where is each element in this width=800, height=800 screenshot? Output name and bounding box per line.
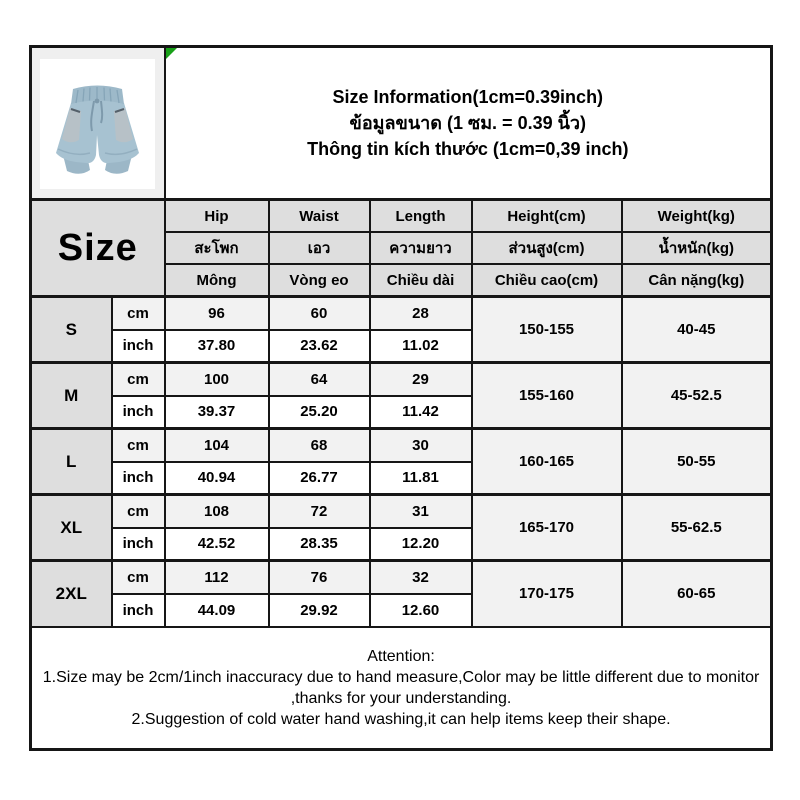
unit-inch-label: inch: [112, 594, 165, 627]
2xl-length-inch: 12.60: [370, 594, 472, 627]
m-length-cm: 29: [370, 363, 472, 396]
m-height-range: 155-160: [472, 363, 622, 429]
s-length-cm: 28: [370, 297, 472, 330]
row-m-cm: [31, 363, 772, 396]
unit-cm-label: cm: [112, 495, 165, 528]
l-weight-range: 50-55: [622, 429, 772, 495]
s-hip-cm: 96: [165, 297, 269, 330]
image-title-row: [31, 47, 772, 200]
s-waist-cm: 60: [269, 297, 370, 330]
xl-length-inch: 12.20: [370, 528, 472, 561]
attention-heading: Attention:: [367, 647, 435, 665]
s-hip-inch: 37.80: [165, 330, 269, 363]
size-label-m: M: [31, 363, 112, 429]
unit-inch-label: inch: [112, 528, 165, 561]
title-cell: [165, 47, 772, 200]
xl-hip-inch: 42.52: [165, 528, 269, 561]
row-s-cm: [31, 297, 772, 330]
m-hip-cm: 100: [165, 363, 269, 396]
m-length-inch: 11.42: [370, 396, 472, 429]
2xl-waist-cm: 76: [269, 561, 370, 594]
m-hip-inch: 39.37: [165, 396, 269, 429]
header-height-vi: Chiều cao(cm): [472, 264, 622, 297]
product-photo: [40, 59, 155, 189]
xl-weight-range: 55-62.5: [622, 495, 772, 561]
xl-height-range: 165-170: [472, 495, 622, 561]
row-xl-cm: [31, 495, 772, 528]
unit-cm-label: cm: [112, 363, 165, 396]
header-waist-vi: Vòng eo: [269, 264, 370, 297]
xl-length-cm: 31: [370, 495, 472, 528]
product-photo-cell: [31, 47, 165, 200]
size-chart-table: [29, 45, 773, 751]
xl-waist-inch: 28.35: [269, 528, 370, 561]
title-english: Size Information(1cm=0.39inch): [332, 87, 604, 107]
attention-line-2: 2.Suggestion of cold water hand washing,it can help items keep their shape.: [131, 710, 671, 728]
header-row-english: [31, 200, 772, 233]
unit-inch-label: inch: [112, 462, 165, 495]
row-l-cm: [31, 429, 772, 462]
l-height-range: 160-165: [472, 429, 622, 495]
s-weight-range: 40-45: [622, 297, 772, 363]
attention-cell: [31, 627, 772, 750]
title-thai: ข้อมูลขนาด (1 ซม. = 0.39 นิ้ว): [349, 113, 587, 133]
2xl-height-range: 170-175: [472, 561, 622, 627]
2xl-length-cm: 32: [370, 561, 472, 594]
size-chart-sheet: [29, 45, 773, 751]
l-hip-cm: 104: [165, 429, 269, 462]
attention-row: [31, 627, 772, 750]
green-corner-flag-icon: [166, 48, 177, 59]
size-label-l: L: [31, 429, 112, 495]
unit-cm-label: cm: [112, 429, 165, 462]
m-weight-range: 45-52.5: [622, 363, 772, 429]
unit-cm-label: cm: [112, 297, 165, 330]
size-label-s: S: [31, 297, 112, 363]
2xl-hip-cm: 112: [165, 561, 269, 594]
header-weight-th: น้ำหนัก(kg): [622, 232, 772, 264]
header-waist-th: เอว: [269, 232, 370, 264]
l-length-cm: 30: [370, 429, 472, 462]
header-length-vi: Chiều dài: [370, 264, 472, 297]
header-hip-th: สะโพก: [165, 232, 269, 264]
header-length-en: Length: [370, 200, 472, 233]
unit-inch-label: inch: [112, 396, 165, 429]
xl-hip-cm: 108: [165, 495, 269, 528]
header-hip-vi: Mông: [165, 264, 269, 297]
size-header-cell: Size: [31, 200, 165, 297]
header-hip-en: Hip: [165, 200, 269, 233]
l-waist-inch: 26.77: [269, 462, 370, 495]
row-2xl-cm: [31, 561, 772, 594]
size-label-2xl: 2XL: [31, 561, 112, 627]
2xl-weight-range: 60-65: [622, 561, 772, 627]
l-waist-cm: 68: [269, 429, 370, 462]
attention-line-1: 1.Size may be 2cm/1inch inaccuracy due to hand measure,Color may be little different due to monitor ,thanks for your understanding.: [42, 668, 760, 707]
2xl-hip-inch: 44.09: [165, 594, 269, 627]
header-height-th: ส่วนสูง(cm): [472, 232, 622, 264]
s-height-range: 150-155: [472, 297, 622, 363]
size-label-xl: XL: [31, 495, 112, 561]
unit-inch-label: inch: [112, 330, 165, 363]
m-waist-inch: 25.20: [269, 396, 370, 429]
header-height-en: Height(cm): [472, 200, 622, 233]
m-waist-cm: 64: [269, 363, 370, 396]
header-weight-en: Weight(kg): [622, 200, 772, 233]
shorts-image: [40, 59, 155, 189]
s-waist-inch: 23.62: [269, 330, 370, 363]
unit-cm-label: cm: [112, 561, 165, 594]
l-length-inch: 11.81: [370, 462, 472, 495]
header-weight-vi: Cân nặng(kg): [622, 264, 772, 297]
l-hip-inch: 40.94: [165, 462, 269, 495]
title-vietnamese: Thông tin kích thước (1cm=0,39 inch): [307, 139, 629, 159]
xl-waist-cm: 72: [269, 495, 370, 528]
header-waist-en: Waist: [269, 200, 370, 233]
header-length-th: ความยาว: [370, 232, 472, 264]
2xl-waist-inch: 29.92: [269, 594, 370, 627]
s-length-inch: 11.02: [370, 330, 472, 363]
